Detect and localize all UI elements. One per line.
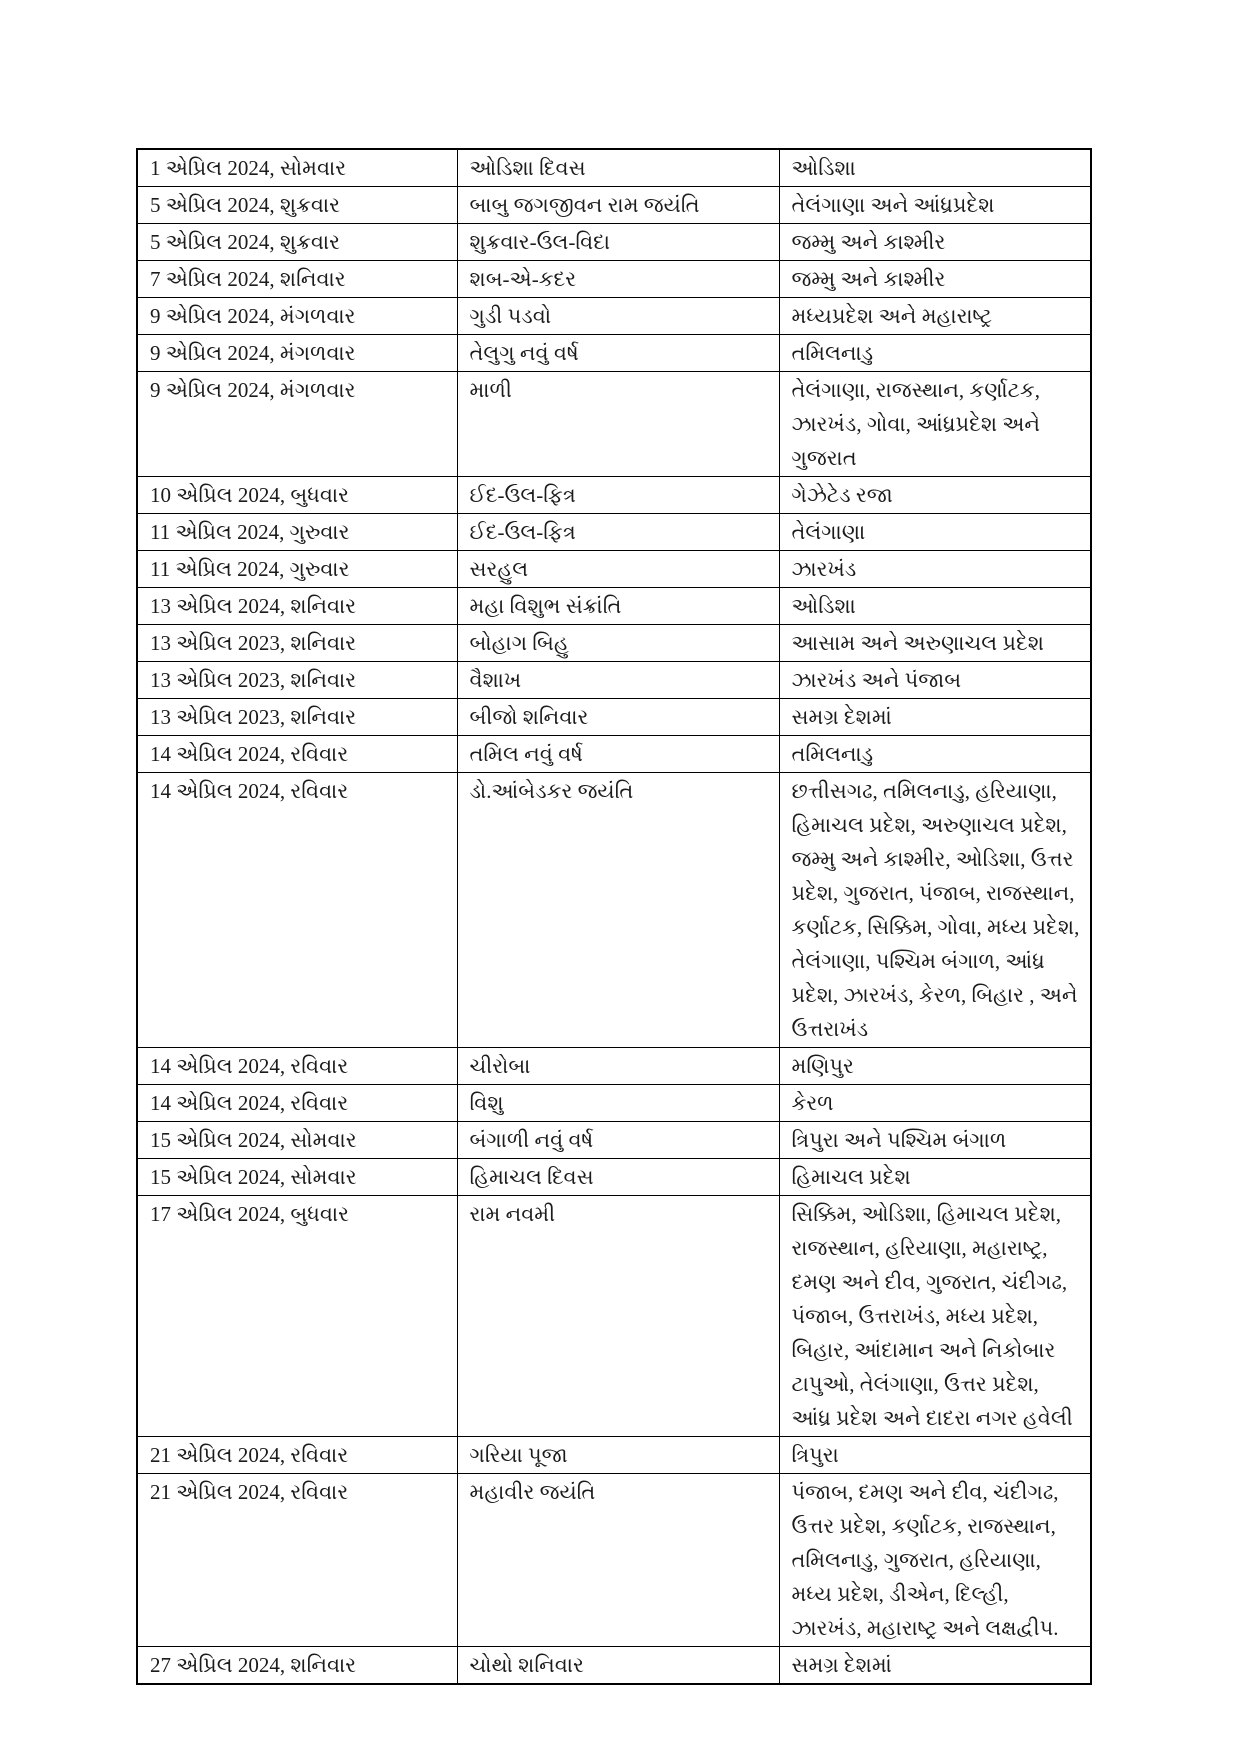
table-row <box>137 1122 1091 1159</box>
table-row <box>137 1048 1091 1085</box>
states-cell: ગેઝેટેડ રજા <box>779 477 1091 514</box>
date-cell: 9 એપ્રિલ 2024, મંગળવાર <box>137 298 457 335</box>
festival-cell: બાબુ જગજીવન રામ જયંતિ <box>457 187 779 224</box>
festival-cell: બંગાળી નવું વર્ષ <box>457 1122 779 1159</box>
date-cell: 13 એપ્રિલ 2023, શનિવાર <box>137 625 457 662</box>
table-row <box>137 699 1091 736</box>
date-cell: 14 એપ્રિલ 2024, રવિવાર <box>137 1048 457 1085</box>
table-row <box>137 736 1091 773</box>
date-cell: 14 એપ્રિલ 2024, રવિવાર <box>137 736 457 773</box>
festival-cell: સરહુલ <box>457 551 779 588</box>
states-cell: કેરળ <box>779 1085 1091 1122</box>
states-cell: મધ્યપ્રદેશ અને મહારાષ્ટ્ર <box>779 298 1091 335</box>
festival-cell: ઓડિશા દિવસ <box>457 149 779 187</box>
date-cell: 13 એપ્રિલ 2023, શનિવાર <box>137 662 457 699</box>
table-row <box>137 372 1091 477</box>
table-row <box>137 514 1091 551</box>
date-cell: 15 એપ્રિલ 2024, સોમવાર <box>137 1159 457 1196</box>
states-cell: આસામ અને અરુણાચલ પ્રદેશ <box>779 625 1091 662</box>
states-cell: ઝારખંડ <box>779 551 1091 588</box>
festival-cell: રામ નવમી <box>457 1196 779 1437</box>
table-row <box>137 625 1091 662</box>
date-cell: 27 એપ્રિલ 2024, શનિવાર <box>137 1647 457 1685</box>
festival-cell: ગુડી પડવો <box>457 298 779 335</box>
festival-cell: હિમાચલ દિવસ <box>457 1159 779 1196</box>
date-cell: 7 એપ્રિલ 2024, શનિવાર <box>137 261 457 298</box>
festival-cell: વૈશાખ <box>457 662 779 699</box>
table-row <box>137 1647 1091 1685</box>
table-row <box>137 1196 1091 1437</box>
states-cell: તમિલનાડુ <box>779 335 1091 372</box>
states-cell: ઓડિશા <box>779 149 1091 187</box>
table-row <box>137 335 1091 372</box>
states-cell: મણિપુર <box>779 1048 1091 1085</box>
table-row <box>137 1474 1091 1647</box>
states-cell: ઓડિશા <box>779 588 1091 625</box>
festival-cell: વિશુ <box>457 1085 779 1122</box>
states-cell: પંજાબ, દમણ અને દીવ, ચંદીગઢ, ઉત્તર પ્રદેશ, કર્ણાટક, રાજસ્થાન, તમિલનાડુ, ગુજરાત, હરિયાણા, મધ્ય પ્રદેશ, ડીએન, દિલ્હી, ઝારખંડ, મહારાષ્ટ્ર અને લક્ષદ્વીપ. <box>779 1474 1091 1647</box>
table-row <box>137 261 1091 298</box>
states-cell: તેલંગાણા અને આંધ્રપ્રદેશ <box>779 187 1091 224</box>
date-cell: 11 એપ્રિલ 2024, ગુરુવાર <box>137 514 457 551</box>
festival-cell: બોહાગ બિહુ <box>457 625 779 662</box>
states-cell: સિક્કિમ, ઓડિશા, હિમાચલ પ્રદેશ, રાજસ્થાન, હરિયાણા, મહારાષ્ટ્ર, દમણ અને દીવ, ગુજરાત, ચંદીગઢ, પંજાબ, ઉત્તરાખંડ, મધ્ય પ્રદેશ, બિહાર, આંદામાન અને નિકોબાર ટાપુઓ, તેલંગાણા, ઉત્તર પ્રદેશ, આંધ્ર પ્રદેશ અને દાદરા નગર હવેલી <box>779 1196 1091 1437</box>
table-row <box>137 1437 1091 1474</box>
festival-cell: માળી <box>457 372 779 477</box>
table-row <box>137 588 1091 625</box>
festival-cell: ઈદ-ઉલ-ફિત્ર <box>457 477 779 514</box>
festival-cell: ડો.આંબેડકર જયંતિ <box>457 773 779 1048</box>
date-cell: 13 એપ્રિલ 2024, શનિવાર <box>137 588 457 625</box>
states-cell: તમિલનાડુ <box>779 736 1091 773</box>
states-cell: હિમાચલ પ્રદેશ <box>779 1159 1091 1196</box>
date-cell: 15 એપ્રિલ 2024, સોમવાર <box>137 1122 457 1159</box>
table-row <box>137 551 1091 588</box>
table-row <box>137 662 1091 699</box>
states-cell: જમ્મુ અને કાશ્મીર <box>779 224 1091 261</box>
date-cell: 13 એપ્રિલ 2023, શનિવાર <box>137 699 457 736</box>
states-cell: તેલંગાણા <box>779 514 1091 551</box>
states-cell: તેલંગાણા, રાજસ્થાન, કર્ણાટક, ઝારખંડ, ગોવા, આંધ્રપ્રદેશ અને ગુજરાત <box>779 372 1091 477</box>
date-cell: 5 એપ્રિલ 2024, શુક્રવાર <box>137 187 457 224</box>
festival-cell: મહાવીર જયંતિ <box>457 1474 779 1647</box>
states-cell: છત્તીસગઢ, તમિલનાડુ, હરિયાણા, હિમાચલ પ્રદેશ, અરુણાચલ પ્રદેશ, જમ્મુ અને કાશ્મીર, ઓડિશા, ઉત્તર પ્રદેશ, ગુજરાત, પંજાબ, રાજસ્થાન, કર્ણાટક, સિક્કિમ, ગોવા, મધ્ય પ્રદેશ, તેલંગાણા, પશ્ચિમ બંગાળ, આંધ્ર પ્રદેશ, ઝારખંડ, કેરળ, બિહાર , અને ઉત્તરાખંડ <box>779 773 1091 1048</box>
table-row <box>137 477 1091 514</box>
date-cell: 21 એપ્રિલ 2024, રવિવાર <box>137 1474 457 1647</box>
festival-cell: મહા વિશુભ સંક્રાંતિ <box>457 588 779 625</box>
holiday-table <box>136 148 1092 1685</box>
date-cell: 21 એપ્રિલ 2024, રવિવાર <box>137 1437 457 1474</box>
date-cell: 14 એપ્રિલ 2024, રવિવાર <box>137 1085 457 1122</box>
table-row <box>137 1085 1091 1122</box>
table-row <box>137 149 1091 187</box>
date-cell: 11 એપ્રિલ 2024, ગુરુવાર <box>137 551 457 588</box>
states-cell: ત્રિપુરા <box>779 1437 1091 1474</box>
festival-cell: શુક્રવાર-ઉલ-વિદા <box>457 224 779 261</box>
date-cell: 10 એપ્રિલ 2024, બુધવાર <box>137 477 457 514</box>
festival-cell: ચોથો શનિવાર <box>457 1647 779 1685</box>
states-cell: ઝારખંડ અને પંજાબ <box>779 662 1091 699</box>
states-cell: સમગ્ર દેશમાં <box>779 1647 1091 1685</box>
date-cell: 9 એપ્રિલ 2024, મંગળવાર <box>137 372 457 477</box>
table-row <box>137 1159 1091 1196</box>
festival-cell: ઈદ-ઉલ-ફિત્ર <box>457 514 779 551</box>
states-cell: સમગ્ર દેશમાં <box>779 699 1091 736</box>
date-cell: 1 એપ્રિલ 2024, સોમવાર <box>137 149 457 187</box>
date-cell: 9 એપ્રિલ 2024, મંગળવાર <box>137 335 457 372</box>
festival-cell: શબ-એ-કદર <box>457 261 779 298</box>
table-row <box>137 187 1091 224</box>
states-cell: ત્રિપુરા અને પશ્ચિમ બંગાળ <box>779 1122 1091 1159</box>
date-cell: 5 એપ્રિલ 2024, શુક્રવાર <box>137 224 457 261</box>
states-cell: જમ્મુ અને કાશ્મીર <box>779 261 1091 298</box>
date-cell: 14 એપ્રિલ 2024, રવિવાર <box>137 773 457 1048</box>
festival-cell: બીજો શનિવાર <box>457 699 779 736</box>
holiday-table-body <box>137 149 1091 1684</box>
festival-cell: ચીરોબા <box>457 1048 779 1085</box>
festival-cell: તેલુગુ નવું વર્ષ <box>457 335 779 372</box>
festival-cell: ગરિયા પૂજા <box>457 1437 779 1474</box>
table-row <box>137 298 1091 335</box>
festival-cell: તમિલ નવું વર્ષ <box>457 736 779 773</box>
date-cell: 17 એપ્રિલ 2024, બુધવાર <box>137 1196 457 1437</box>
table-row <box>137 773 1091 1048</box>
table-row <box>137 224 1091 261</box>
